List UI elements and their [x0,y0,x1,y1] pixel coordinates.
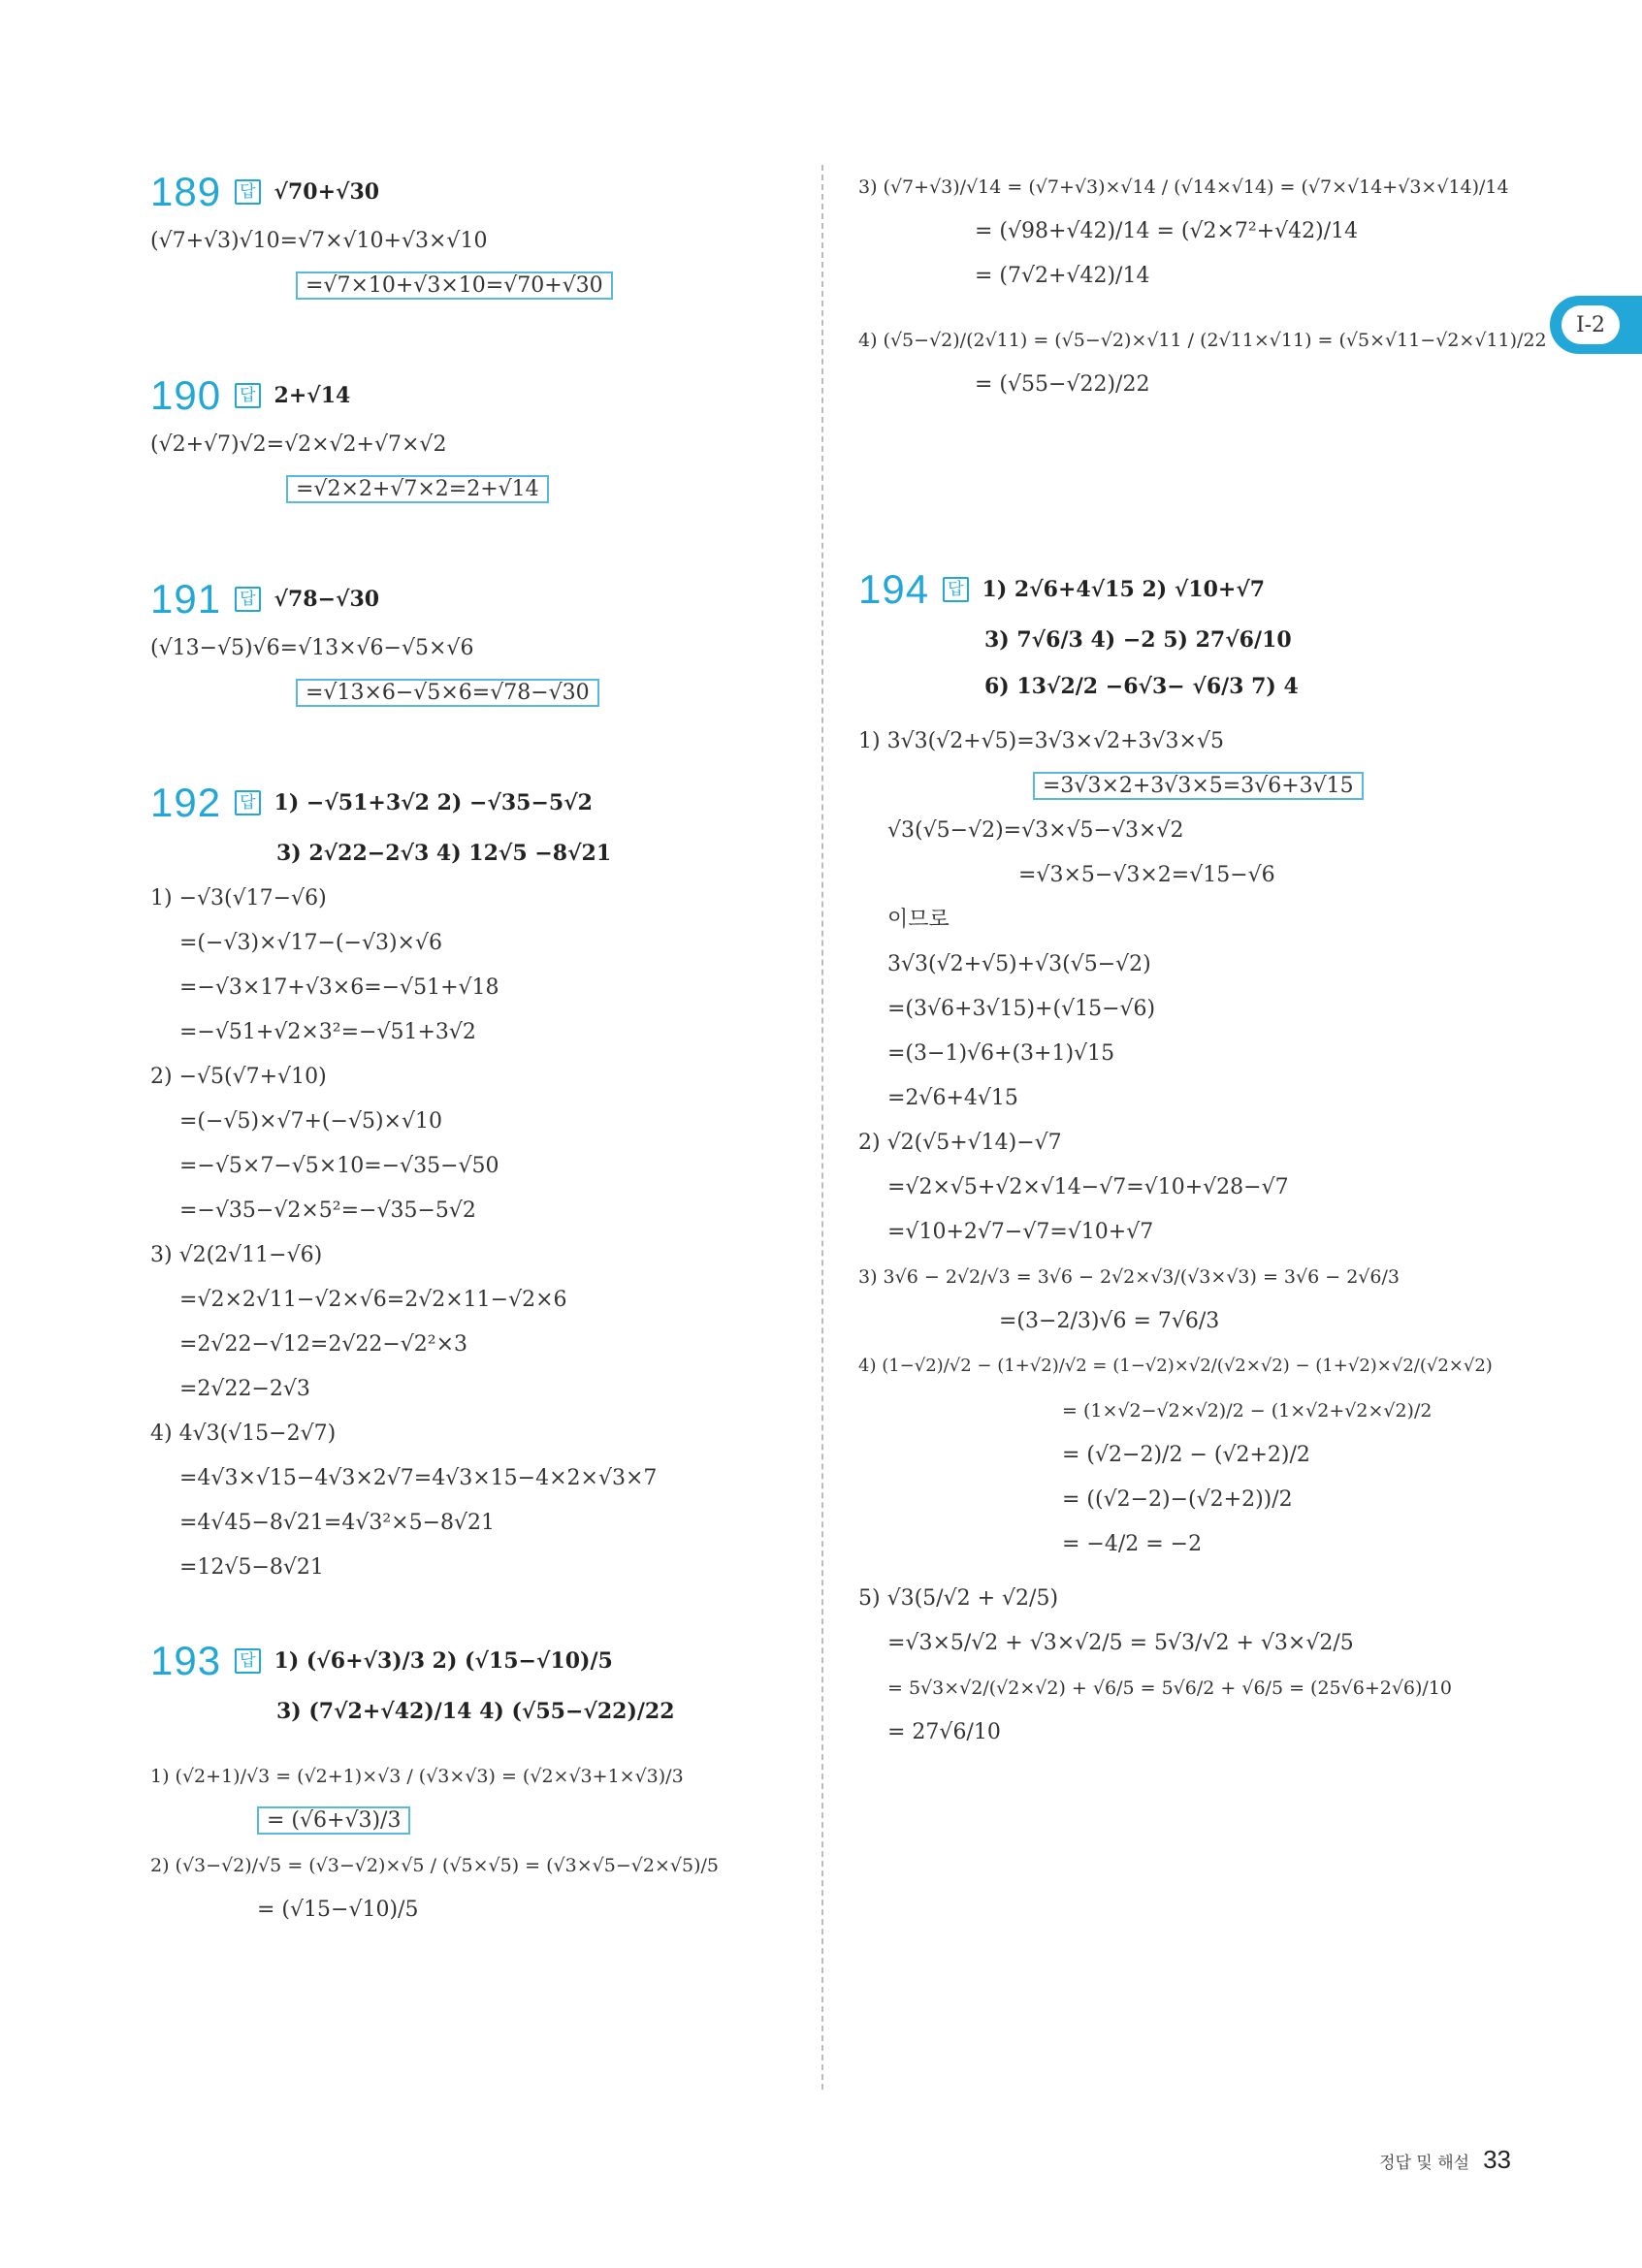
solution-line: 4) (√5−√2)/(2√11) = (√5−√2)×√11 / (2√11×√11) = (√5×√11−√2×√11)/22 [858,330,1547,351]
solution-line: = 5√3×√2/(√2×√2) + √6/5 = 5√6/2 + √6/5 = (25√6+2√6)/10 [887,1677,1453,1699]
solution-line: 4) (1−√2)/√2 − (1+√2)/√2 = (1−√2)×√2/(√2×√2) − (1+√2)×√2/(√2×√2) [858,1356,1493,1376]
problem-number: 192 [150,780,222,825]
problem-193-continued [858,165,1547,407]
solution-line: =√13×6−√5×6=√78−√30 [150,671,810,716]
solution-line: (√2+√7)√2=√2×√2+√7×√2 [150,432,447,457]
column-divider [821,165,823,2090]
solution-line: 5) √3(5/√2 + √2/5) [858,1586,1059,1611]
solution-line: =−√3×17+√3×6=−√51+√18 [179,975,499,1000]
answer-badge: 답 [235,179,260,205]
solution-line: =√2×2+√7×2=2+√14 [150,467,810,512]
answer-badge: 답 [943,577,968,602]
solution-line: =2√22−2√3 [179,1377,310,1401]
answer: 2+√14 [274,383,351,408]
problem-192 [150,776,810,1590]
problem-number: 189 [150,169,222,214]
problem-193 [150,1634,810,1933]
solution-line: 2) −√5(√7+√10) [150,1065,327,1089]
solution-line: (√7+√3)√10=√7×√10+√3×√10 [150,229,488,253]
answer: 1) 2√6+4√15 2) √10+√7 [982,577,1266,602]
answer-badge: 답 [235,790,260,815]
chapter-tab-label: I-2 [1562,305,1620,344]
solution-line: 2) √2(√5+√14)−√7 [858,1131,1062,1155]
solution-line: = 27√6/10 [887,1720,1001,1744]
solution-line: √3(√5−√2)=√3×√5−√3×√2 [887,818,1184,843]
solution-line: =√2×2√11−√2×√6=2√2×11−√2×6 [179,1288,567,1312]
problem-194 [858,562,1518,1755]
solution-line: =4√45−8√21=4√3²×5−8√21 [179,1511,496,1535]
solution-line: 3) √2(2√11−√6) [150,1243,323,1267]
answer: 3) 7√6/3 4) −2 5) 27√6/10 [984,627,1292,653]
answer: 3) (7√2+√42)/14 4) (√55−√22)/22 [276,1699,675,1724]
answer: √78−√30 [274,587,380,612]
problem-189 [150,165,810,308]
solution-line: = (√98+√42)/14 = (√2×7²+√42)/14 [975,219,1359,243]
solution-line: =−√35−√2×5²=−√35−5√2 [179,1198,476,1223]
solution-line: = (√2−2)/2 − (√2+2)/2 [1062,1443,1310,1467]
solution-line: = ((√2−2)−(√2+2))/2 [1062,1487,1293,1512]
problem-191 [150,572,810,716]
solution-line: =−√51+√2×3²=−√51+3√2 [179,1020,476,1044]
solution-line: =√3×5−√3×2=√15−√6 [1018,863,1275,887]
answer-badge: 답 [235,587,260,612]
footer-label: 정답 및 해설 [1379,2154,1470,2173]
answer-badge: 답 [235,383,260,408]
solution-line: 4) 4√3(√15−2√7) [150,1421,337,1446]
solution-line: =4√3×√15−4√3×2√7=4√3×15−4×2×√3×7 [179,1466,658,1490]
answer: 1) −√51+3√2 2) −√35−5√2 [274,790,593,815]
problem-190 [150,368,810,512]
solution-line: =3√3×2+3√3×5=3√6+3√15 [858,764,1518,809]
solution-line: =−√5×7−√5×10=−√35−√50 [179,1154,499,1178]
solution-line: =√10+2√7−√7=√10+√7 [887,1220,1154,1244]
solution-line: 1) 3√3(√2+√5)=3√3×√2+3√3×√5 [858,729,1225,753]
solution-line: = −4/2 = −2 [1062,1532,1203,1556]
solution-line: =(3−1)√6+(3+1)√15 [887,1041,1115,1066]
solution-line: = (√6+√3)/3 [150,1799,810,1843]
solution-line: =(−√5)×√7+(−√5)×√10 [179,1109,442,1134]
solution-line: (√13−√5)√6=√13×√6−√5×√6 [150,636,474,660]
solution-line: 이므로 [887,908,950,932]
solution-line: 3√3(√2+√5)+√3(√5−√2) [887,952,1151,976]
solution-line: 1) (√2+1)/√3 = (√2+1)×√3 / (√3×√3) = (√2×√3+1×√3)/3 [150,1766,684,1787]
page-footer [1379,2145,1511,2175]
solution-line: =(3−2/3)√6 = 7√6/3 [999,1309,1220,1333]
solution-line: =(−√3)×√17−(−√3)×√6 [179,931,442,955]
answer: √70+√30 [274,179,380,205]
solution-line: 3) 3√6 − 2√2/√3 = 3√6 − 2√2×√3/(√3×√3) = 3√6 − 2√6/3 [858,1266,1400,1288]
answer: 3) 2√22−2√3 4) 12√5 −8√21 [276,841,612,866]
solution-line: = (√55−√22)/22 [975,372,1150,397]
solution-line: 3) (√7+√3)/√14 = (√7+√3)×√14 / (√14×√14) = (√7×√14+√3×√14)/14 [858,176,1509,198]
solution-line: =√3×5/√2 + √3×√2/5 = 5√3/√2 + √3×√2/5 [887,1631,1354,1655]
solution-line: =√2×√5+√2×√14−√7=√10+√28−√7 [887,1175,1289,1199]
solution-line: =√7×10+√3×10=√70+√30 [150,264,810,308]
solution-line: 2) (√3−√2)/√5 = (√3−√2)×√5 / (√5×√5) = (√3×√5−√2×√5)/5 [150,1855,719,1876]
solution-line: =2√6+4√15 [887,1086,1018,1110]
solution-line: =12√5−8√21 [179,1555,324,1580]
answer: 1) (√6+√3)/3 2) (√15−√10)/5 [274,1648,613,1674]
problem-number: 191 [150,576,222,622]
solution-line: =2√22−√12=2√22−√2²×3 [179,1332,468,1357]
solution-line: =(3√6+3√15)+(√15−√6) [887,997,1156,1021]
solution-line: 1) −√3(√17−√6) [150,886,327,910]
solution-line: = (1×√2−√2×√2)/2 − (1×√2+√2×√2)/2 [1062,1400,1433,1421]
problem-number: 190 [150,372,222,418]
page-number: 33 [1483,2145,1511,2174]
answer-badge: 답 [235,1648,260,1674]
problem-number: 193 [150,1638,222,1683]
solution-line: = (7√2+√42)/14 [975,264,1150,288]
solution-line: = (√15−√10)/5 [257,1898,419,1922]
answer: 6) 13√2/2 −6√3− √6/3 7) 4 [984,674,1299,699]
chapter-tab [1550,296,1642,354]
problem-number: 194 [858,566,930,612]
